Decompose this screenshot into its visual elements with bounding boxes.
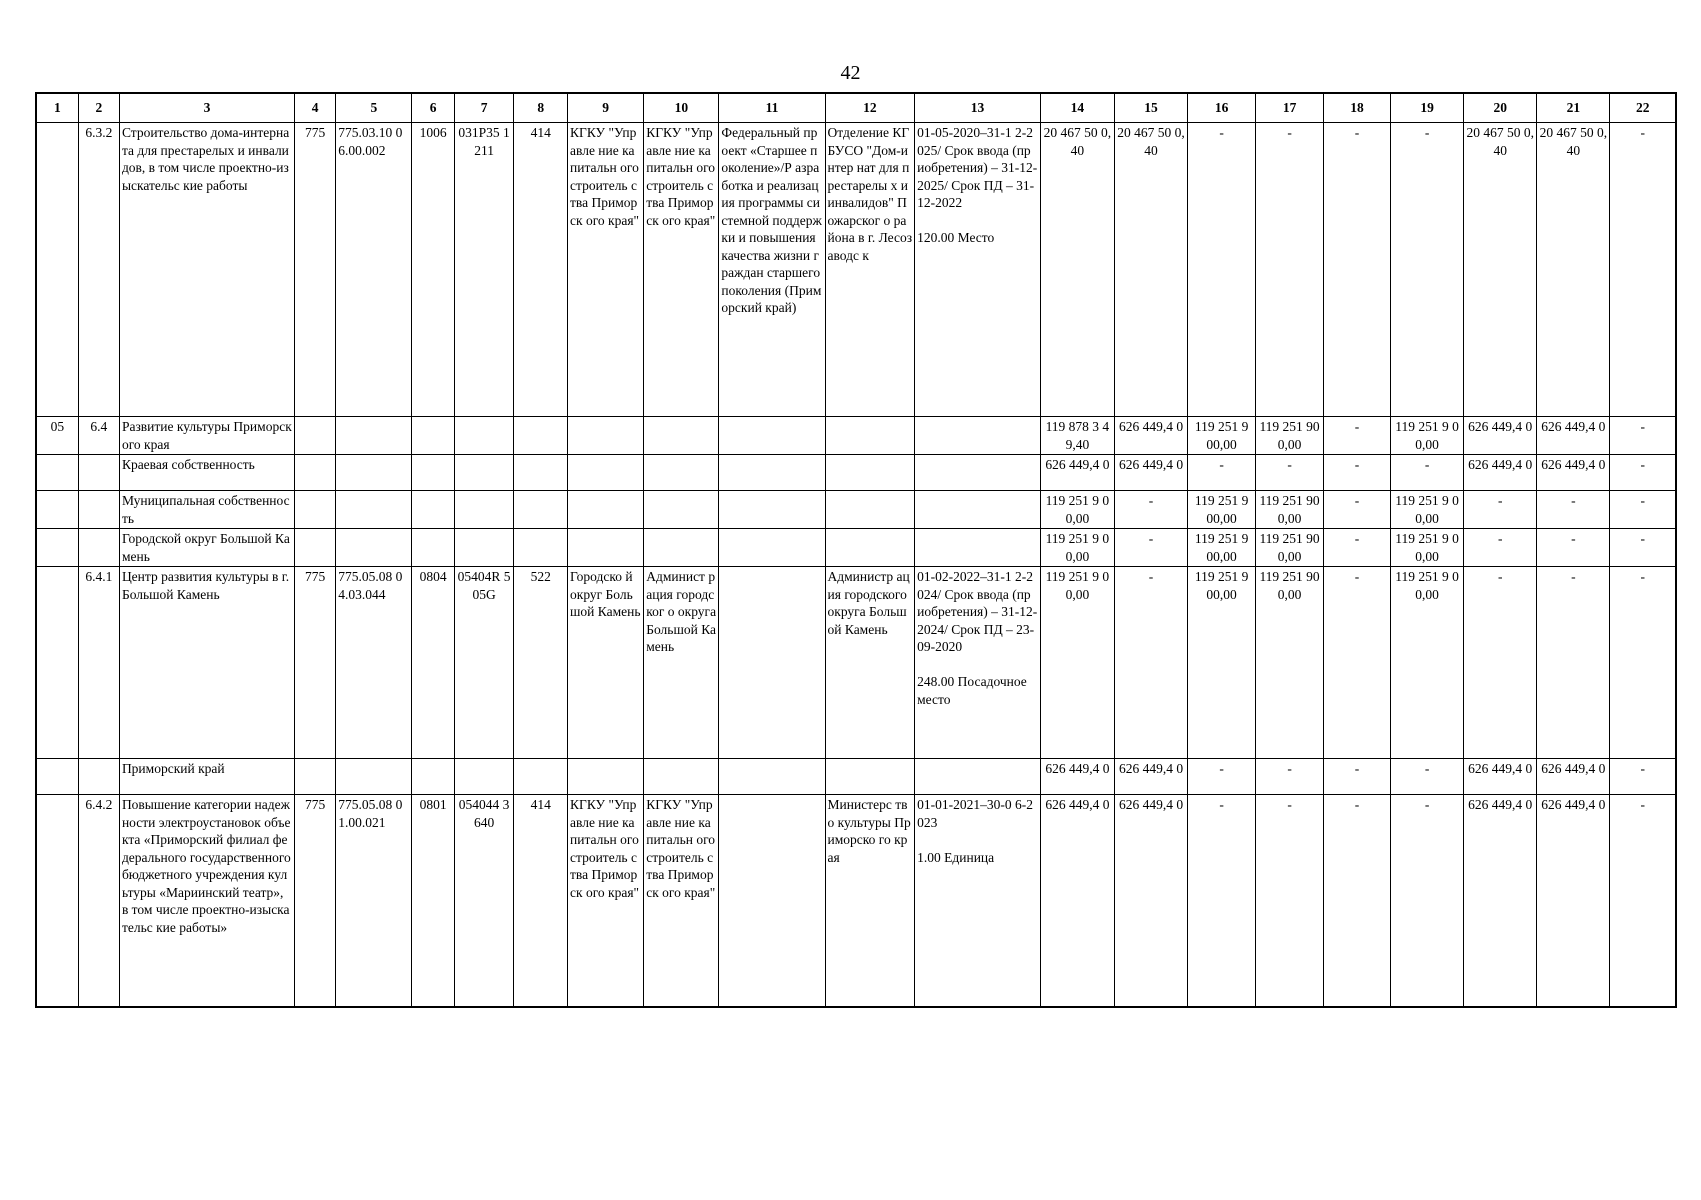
- table-cell: [336, 455, 412, 491]
- table-cell: [644, 529, 719, 567]
- table-cell: 119 251 9 00,00: [1188, 567, 1256, 759]
- table-cell: [719, 417, 825, 455]
- table-cell: -: [1610, 567, 1676, 759]
- table-cell: 119 251 9 00,00: [1391, 491, 1464, 529]
- table-cell: [336, 759, 412, 795]
- table-cell: [36, 567, 78, 759]
- table-cell: -: [1610, 795, 1676, 1007]
- table-row: [36, 759, 1676, 795]
- table-cell: [644, 455, 719, 491]
- table-cell: 6.3.2: [78, 123, 119, 417]
- table-cell: 6.4: [78, 417, 119, 455]
- table-cell: -: [1324, 759, 1391, 795]
- table-cell: [36, 759, 78, 795]
- table-cell: 775.03.10 06.00.002: [336, 123, 412, 417]
- table-cell: [719, 491, 825, 529]
- table-cell: -: [1324, 455, 1391, 491]
- table-cell: 626 449,4 0: [1040, 759, 1114, 795]
- header-cell: 3: [119, 93, 294, 123]
- header-cell: 4: [295, 93, 336, 123]
- table-cell: 6.4.1: [78, 567, 119, 759]
- table-cell: [36, 455, 78, 491]
- table-cell: [454, 529, 514, 567]
- table-body: [36, 93, 1676, 1007]
- table-cell: -: [1324, 567, 1391, 759]
- table-row: [36, 455, 1676, 491]
- table-cell: -: [1324, 491, 1391, 529]
- table-cell: [78, 455, 119, 491]
- table-cell: -: [1464, 529, 1537, 567]
- table-cell: 119 251 900,00: [1256, 529, 1324, 567]
- table-cell: [514, 417, 568, 455]
- table-cell: [412, 455, 454, 491]
- table-cell: [295, 491, 336, 529]
- table-cell: 626 449,4 0: [1537, 417, 1610, 455]
- table-cell: 119 251 9 00,00: [1188, 529, 1256, 567]
- table-cell: 031P35 1211: [454, 123, 514, 417]
- table-cell: [825, 417, 915, 455]
- table-cell: [568, 491, 644, 529]
- table-cell: 1006: [412, 123, 454, 417]
- table-cell: 626 449,4 0: [1537, 759, 1610, 795]
- table-cell: -: [1256, 795, 1324, 1007]
- table-cell: [412, 759, 454, 795]
- table-cell: -: [1391, 795, 1464, 1007]
- table-cell: [295, 455, 336, 491]
- table-cell: [295, 417, 336, 455]
- table-cell: [36, 123, 78, 417]
- table-cell: -: [1610, 123, 1676, 417]
- header-cell: 2: [78, 93, 119, 123]
- table-cell: Краевая собственность: [119, 455, 294, 491]
- table-cell: -: [1610, 455, 1676, 491]
- header-cell: 14: [1040, 93, 1114, 123]
- table-cell: [825, 529, 915, 567]
- table-cell: -: [1188, 123, 1256, 417]
- table-cell: Федеральный проект «Старшее поколение»/Р азработка и реализация программы системной поддержки и повышения качества жизни граждан старшего поколения (Приморский край): [719, 123, 825, 417]
- table-cell: -: [1610, 529, 1676, 567]
- table-cell: Центр развития культуры в г.Большой Камень: [119, 567, 294, 759]
- table-cell: 775: [295, 567, 336, 759]
- budget-table: [35, 92, 1677, 1008]
- table-cell: 626 449,4 0: [1114, 455, 1187, 491]
- table-cell: [412, 491, 454, 529]
- table-cell: [36, 491, 78, 529]
- table-cell: 775: [295, 123, 336, 417]
- table-cell: 20 467 50 0,40: [1040, 123, 1114, 417]
- table-row: [36, 795, 1676, 1007]
- table-cell: Развитие культуры Приморского края: [119, 417, 294, 455]
- table-cell: 414: [514, 795, 568, 1007]
- table-cell: [644, 759, 719, 795]
- table-row: [36, 123, 1676, 417]
- table-cell: [36, 795, 78, 1007]
- table-cell: -: [1114, 567, 1187, 759]
- table-cell: [336, 491, 412, 529]
- table-cell: [412, 529, 454, 567]
- table-row: [36, 417, 1676, 455]
- table-cell: [825, 455, 915, 491]
- table-cell: -: [1610, 491, 1676, 529]
- table-cell: 0801: [412, 795, 454, 1007]
- table-cell: [644, 417, 719, 455]
- table-cell: 01-01-2021–30-0 6-2023 1.00 Единица: [915, 795, 1041, 1007]
- table-cell: Админист рация городског о округа Большой Камень: [644, 567, 719, 759]
- header-cell: 5: [336, 93, 412, 123]
- header-cell: 10: [644, 93, 719, 123]
- table-cell: 626 449,4 0: [1040, 455, 1114, 491]
- table-cell: 119 251 9 00,00: [1040, 491, 1114, 529]
- table-cell: 626 449,4 0: [1114, 417, 1187, 455]
- header-cell: 13: [915, 93, 1041, 123]
- header-cell: 8: [514, 93, 568, 123]
- table-cell: 775.05.08 01.00.021: [336, 795, 412, 1007]
- table-cell: Администр ация городского округа Большой Камень: [825, 567, 915, 759]
- table-cell: 626 449,4 0: [1537, 795, 1610, 1007]
- table-cell: [825, 491, 915, 529]
- table-cell: КГКУ "Управле ние капитальн ого строитель ства Приморск ого края": [644, 123, 719, 417]
- table-cell: 119 251 9 00,00: [1391, 529, 1464, 567]
- table-row: [36, 491, 1676, 529]
- table-cell: 6.4.2: [78, 795, 119, 1007]
- table-cell: 414: [514, 123, 568, 417]
- table-cell: 119 251 9 00,00: [1391, 567, 1464, 759]
- table-cell: 119 251 900,00: [1256, 567, 1324, 759]
- table-cell: -: [1324, 529, 1391, 567]
- header-cell: 6: [412, 93, 454, 123]
- table-cell: Муниципальная собственность: [119, 491, 294, 529]
- table-cell: [915, 491, 1041, 529]
- table-cell: [568, 759, 644, 795]
- table-cell: [514, 759, 568, 795]
- table-cell: [78, 529, 119, 567]
- table-cell: [719, 529, 825, 567]
- table-cell: -: [1537, 491, 1610, 529]
- table-cell: Строительство дома-интерната для престарелых и инвалидов, в том числе проектно-изыскательс кие работы: [119, 123, 294, 417]
- table-cell: 626 449,4 0: [1114, 795, 1187, 1007]
- table-cell: [915, 417, 1041, 455]
- header-cell: 20: [1464, 93, 1537, 123]
- table-cell: 20 467 50 0,40: [1114, 123, 1187, 417]
- table-cell: -: [1610, 417, 1676, 455]
- table-cell: 626 449,4 0: [1464, 417, 1537, 455]
- table-cell: 01-02-2022–31-1 2-2024/ Срок ввода (приобретения) – 31-12-2024/ Срок ПД – 23-09-2020 248.00 Посадочное место: [915, 567, 1041, 759]
- table-cell: 05404R 505G: [454, 567, 514, 759]
- table-cell: 20 467 50 0,40: [1464, 123, 1537, 417]
- table-row: [36, 567, 1676, 759]
- table-cell: 775: [295, 795, 336, 1007]
- table-cell: [719, 759, 825, 795]
- table-cell: КГКУ "Управле ние капитальн ого строитель ства Приморск ого края": [644, 795, 719, 1007]
- table-cell: [454, 455, 514, 491]
- table-cell: [454, 417, 514, 455]
- table-cell: [336, 417, 412, 455]
- page-number: 42: [840, 62, 861, 84]
- table-cell: [78, 759, 119, 795]
- table-cell: 054044 3640: [454, 795, 514, 1007]
- table-cell: -: [1188, 455, 1256, 491]
- table-cell: КГКУ "Управле ние капитальн ого строитель ства Приморск ого края": [568, 795, 644, 1007]
- table-cell: -: [1537, 529, 1610, 567]
- table-cell: -: [1256, 455, 1324, 491]
- table-cell: [719, 567, 825, 759]
- header-cell: 7: [454, 93, 514, 123]
- table-cell: [36, 529, 78, 567]
- table-cell: 775.05.08 04.03.044: [336, 567, 412, 759]
- table-cell: [568, 417, 644, 455]
- table-cell: 119 251 9 00,00: [1040, 567, 1114, 759]
- table-cell: [295, 759, 336, 795]
- table-cell: [719, 795, 825, 1007]
- header-cell: 22: [1610, 93, 1676, 123]
- table-cell: 0804: [412, 567, 454, 759]
- table-cell: -: [1324, 417, 1391, 455]
- table-cell: КГКУ "Управле ние капитальн ого строитель ства Приморск ого края": [568, 123, 644, 417]
- table-cell: -: [1114, 529, 1187, 567]
- table-cell: -: [1391, 123, 1464, 417]
- table-cell: 626 449,4 0: [1114, 759, 1187, 795]
- table-cell: -: [1324, 123, 1391, 417]
- table-cell: -: [1188, 759, 1256, 795]
- table-cell: 626 449,4 0: [1464, 759, 1537, 795]
- header-cell: 16: [1188, 93, 1256, 123]
- table-cell: 626 449,4 0: [1464, 455, 1537, 491]
- table-cell: 119 251 9 00,00: [1391, 417, 1464, 455]
- table-cell: 119 251 9 00,00: [1188, 417, 1256, 455]
- table-cell: [915, 529, 1041, 567]
- table-cell: [336, 529, 412, 567]
- table-cell: [915, 455, 1041, 491]
- table-cell: 626 449,4 0: [1040, 795, 1114, 1007]
- table-cell: 01-05-2020–31-1 2-2025/ Срок ввода (приобретения) – 31-12-2025/ Срок ПД – 31-12-2022 120.00 Место: [915, 123, 1041, 417]
- table-cell: [568, 455, 644, 491]
- table-cell: [719, 455, 825, 491]
- table-cell: Повышение категории надежности электроустановок объекта «Приморский филиал федерального государственного бюджетного учреждения культуры «Мариинский театр», в том числе проектно-изыскательс кие работы»: [119, 795, 294, 1007]
- table-cell: Приморский край: [119, 759, 294, 795]
- table-cell: Министерс тво культуры Приморско го края: [825, 795, 915, 1007]
- table-cell: -: [1391, 759, 1464, 795]
- table-cell: [454, 759, 514, 795]
- table-cell: -: [1256, 123, 1324, 417]
- table-cell: [825, 759, 915, 795]
- header-cell: 12: [825, 93, 915, 123]
- table-cell: [295, 529, 336, 567]
- table-cell: 119 251 900,00: [1256, 491, 1324, 529]
- header-cell: 9: [568, 93, 644, 123]
- table-cell: [514, 529, 568, 567]
- table-cell: -: [1537, 567, 1610, 759]
- table-cell: [412, 417, 454, 455]
- table-cell: 119 878 3 49,40: [1040, 417, 1114, 455]
- table-cell: Городской округ Большой Камень: [119, 529, 294, 567]
- table-cell: -: [1464, 567, 1537, 759]
- table-cell: 522: [514, 567, 568, 759]
- table-cell: [514, 491, 568, 529]
- table-cell: -: [1324, 795, 1391, 1007]
- table-cell: [568, 529, 644, 567]
- header-cell: 21: [1537, 93, 1610, 123]
- table-cell: [514, 455, 568, 491]
- header-cell: 19: [1391, 93, 1464, 123]
- table-cell: -: [1391, 455, 1464, 491]
- header-cell: 18: [1324, 93, 1391, 123]
- table-cell: 20 467 50 0,40: [1537, 123, 1610, 417]
- header-row: [36, 93, 1676, 123]
- header-cell: 11: [719, 93, 825, 123]
- table-cell: 626 449,4 0: [1464, 795, 1537, 1007]
- table-cell: [454, 491, 514, 529]
- table-cell: 119 251 9 00,00: [1040, 529, 1114, 567]
- table-row: [36, 529, 1676, 567]
- table-cell: -: [1188, 795, 1256, 1007]
- table-cell: Городско й округ Большой Камень: [568, 567, 644, 759]
- table-cell: -: [1114, 491, 1187, 529]
- table-cell: 626 449,4 0: [1537, 455, 1610, 491]
- table-cell: -: [1464, 491, 1537, 529]
- table-cell: [915, 759, 1041, 795]
- table-cell: 05: [36, 417, 78, 455]
- header-cell: 1: [36, 93, 78, 123]
- table-cell: [644, 491, 719, 529]
- header-cell: 15: [1114, 93, 1187, 123]
- table-cell: [78, 491, 119, 529]
- table-cell: Отделение КГБУСО "Дом-интер нат для престарелы х и инвалидов" Пожарског о района в г. Лесозаводс к: [825, 123, 915, 417]
- header-cell: 17: [1256, 93, 1324, 123]
- table-cell: -: [1256, 759, 1324, 795]
- table-cell: 119 251 9 00,00: [1188, 491, 1256, 529]
- table-cell: -: [1610, 759, 1676, 795]
- table-cell: 119 251 900,00: [1256, 417, 1324, 455]
